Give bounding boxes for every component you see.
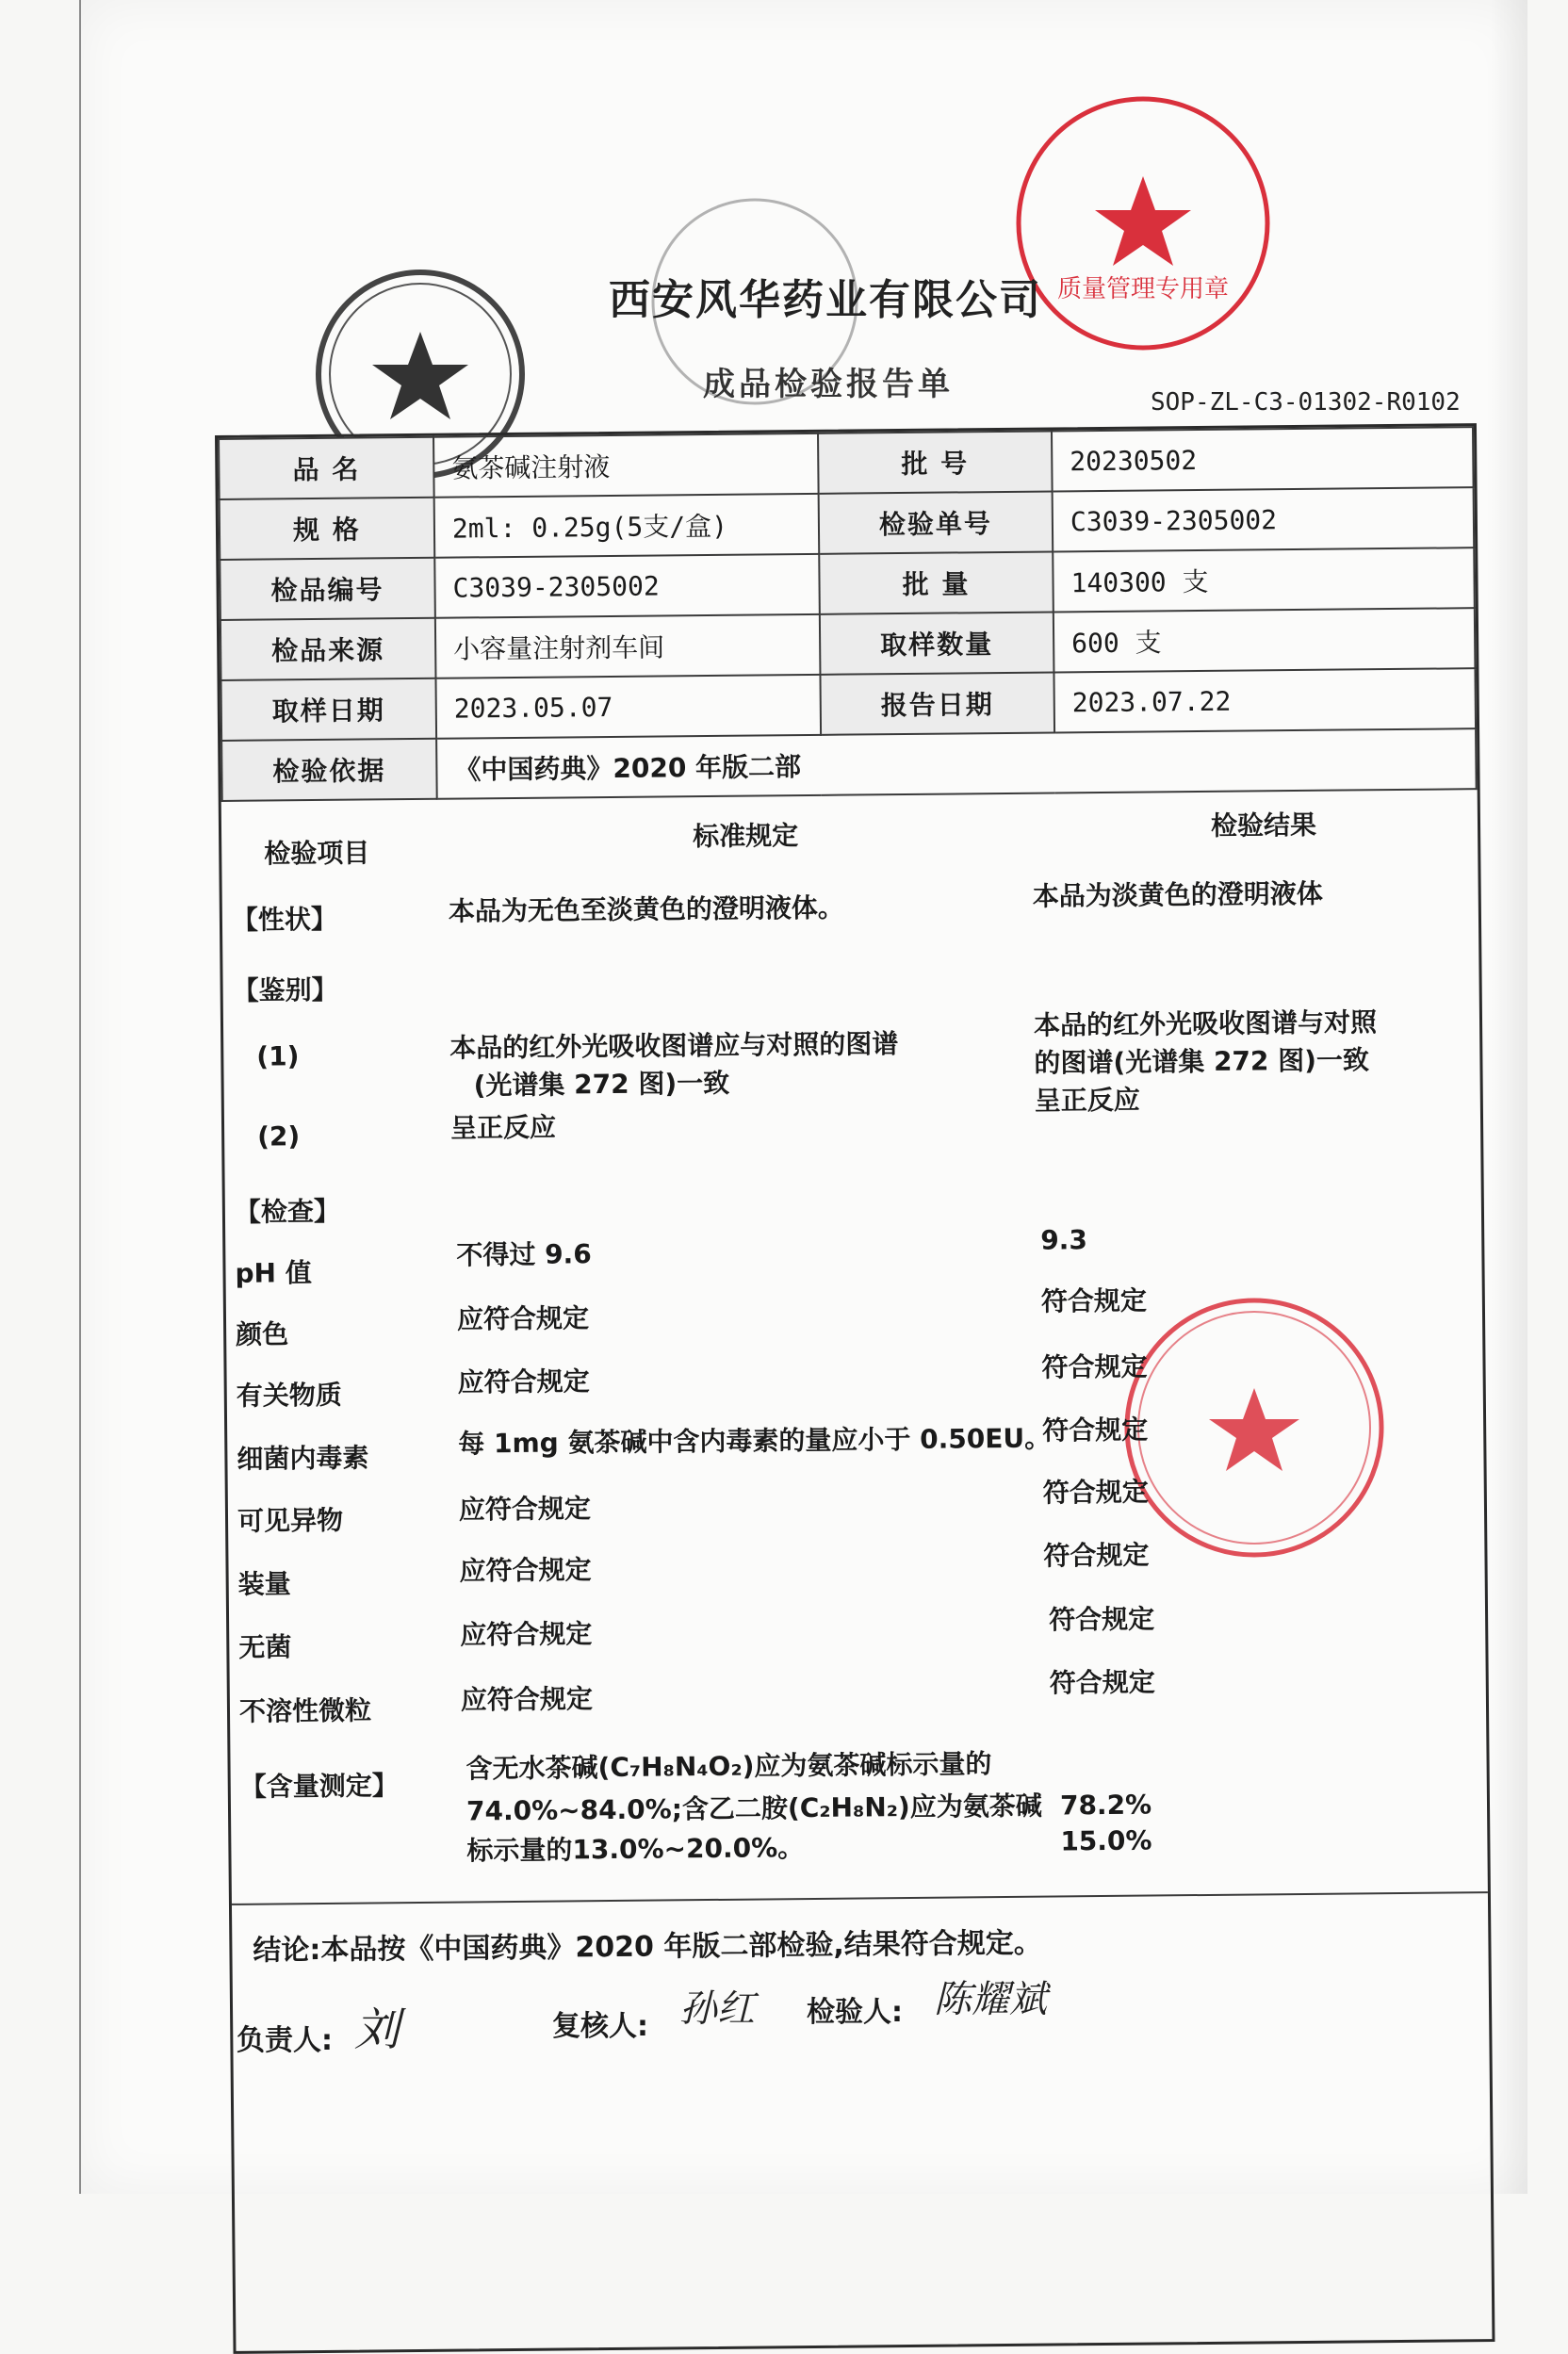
item-related: 有关物质 (236, 1379, 342, 1412)
section-tests: 【检查】 (234, 1195, 341, 1228)
conclusion-text: 结论:本品按《中国药典》2020 年版二部检验,结果符合规定。 (253, 1926, 1042, 1968)
std-assay-line3: 标示量的13.0%~20.0%。 (466, 1832, 805, 1867)
std-assay-line1: 含无水茶碱(C₇H₈N₄O₂)应为氨茶碱标示量的 (466, 1748, 992, 1785)
info-key: 检验单号 (819, 491, 1054, 553)
inspector-label: 检验人: (807, 1996, 903, 2029)
std-fill: 应符合规定 (459, 1554, 592, 1587)
info-row (221, 728, 1477, 801)
section-appearance: 【性状】 (231, 903, 338, 936)
res-particles: 符合规定 (1049, 1666, 1155, 1699)
info-value: 《中国药典》2020 年版二部 (436, 728, 1477, 799)
res-fill: 符合规定 (1043, 1539, 1150, 1572)
document-number: SOP-ZL-C3-01302-R0102 (1151, 388, 1461, 417)
info-value: 20230502 (1052, 427, 1474, 491)
inspector-signature: 陈耀斌 (934, 1978, 1047, 2021)
info-key: 批 号 (818, 431, 1053, 493)
std-id-1-line2: (光谱集 272 图)一致 (473, 1067, 730, 1102)
seal-sub-text: 质量管理专用章 (1056, 275, 1230, 303)
info-key: 批 量 (819, 551, 1054, 613)
info-key: 品 名 (219, 437, 434, 499)
item-particles: 不溶性微粒 (238, 1694, 372, 1727)
page-edge-shadow (1490, 0, 1527, 2194)
res-ph: 9.3 (1040, 1224, 1088, 1256)
info-key: 规 格 (220, 498, 435, 560)
std-color: 应符合规定 (456, 1302, 590, 1335)
res-assay-2: 15.0% (1060, 1824, 1152, 1857)
std-id-2: 呈正反应 (449, 1111, 557, 1144)
info-value: 600 支 (1054, 608, 1476, 672)
res-id-2: 呈正反应 (1034, 1084, 1140, 1117)
info-key: 检验依据 (221, 739, 437, 801)
info-value: 140300 支 (1053, 548, 1475, 612)
std-appearance: 本品为无色至淡黄色的澄明液体。 (448, 891, 845, 927)
res-related: 符合规定 (1041, 1350, 1148, 1383)
res-color: 符合规定 (1040, 1284, 1148, 1317)
quality-seal-red-top (1009, 90, 1278, 358)
res-sterile: 符合规定 (1048, 1603, 1155, 1636)
info-value: C3039-2305002 (1053, 487, 1475, 551)
item-fill: 装量 (237, 1568, 291, 1600)
std-related: 应符合规定 (457, 1365, 590, 1398)
reviewer-signature: 孙红 (679, 1987, 755, 2031)
item-id-2: (2) (256, 1120, 301, 1152)
report-page (79, 0, 1527, 2194)
std-id-1-line1: 本品的红外光吸收图谱应与对照的图谱 (449, 1028, 899, 1064)
std-endotoxin: 每 1mg 氨茶碱中含内毒素的量应小于 0.50EU。 (458, 1422, 1052, 1460)
company-name: 西安风华药业有限公司 (609, 276, 1042, 324)
item-visible: 可见异物 (237, 1504, 344, 1537)
item-sterile: 无菌 (238, 1631, 292, 1663)
info-value: 2023.05.07 (435, 675, 821, 739)
conclusion-divider (232, 1891, 1488, 1905)
col-item-header: 检验项目 (264, 837, 370, 870)
info-value: 氨茶碱注射液 (433, 433, 819, 498)
res-assay-1: 78.2% (1059, 1789, 1152, 1822)
item-endotoxin: 细菌内毒素 (237, 1442, 369, 1475)
responsible-signature: 刘 (354, 2003, 400, 2056)
report-grid (215, 423, 1494, 2354)
res-visible: 符合规定 (1042, 1476, 1149, 1509)
section-assay: 【含量测定】 (239, 1770, 399, 1803)
std-ph: 不得过 9.6 (456, 1238, 592, 1271)
std-visible: 应符合规定 (458, 1493, 592, 1526)
reviewer-label: 复核人: (552, 2010, 648, 2043)
info-key: 检品来源 (220, 618, 436, 680)
item-color: 颜色 (236, 1318, 289, 1350)
info-key: 报告日期 (820, 672, 1054, 734)
info-table (218, 426, 1478, 802)
col-standard-header: 标准规定 (692, 820, 799, 853)
info-key: 检品编号 (220, 558, 435, 620)
item-id-1: (1) (256, 1040, 300, 1072)
res-appearance: 本品为淡黄色的澄明液体 (1032, 877, 1323, 912)
res-id-1-line2: 的图谱(光谱集 272 图)一致 (1034, 1044, 1370, 1079)
info-value: 2ml: 0.25g(5支/盒) (434, 494, 820, 558)
item-ph: pH 值 (235, 1257, 312, 1289)
responsible-label: 负责人: (237, 2024, 333, 2057)
report-title: 成品检验报告单 (703, 366, 954, 403)
col-result-header: 检验结果 (1210, 809, 1317, 842)
res-endotoxin: 符合规定 (1042, 1414, 1149, 1447)
info-value: 小容量注射剂车间 (435, 614, 821, 678)
info-value: C3039-2305002 (434, 554, 820, 618)
info-key: 取样日期 (220, 678, 436, 741)
std-sterile: 应符合规定 (460, 1618, 593, 1651)
info-key: 取样数量 (820, 612, 1054, 674)
std-assay-line2: 74.0%~84.0%;含乙二胺(C₂H₈N₂)应为氨茶碱 (466, 1790, 1042, 1827)
std-particles: 应符合规定 (460, 1683, 594, 1716)
res-id-1-line1: 本品的红外光吸收图谱与对照 (1033, 1006, 1378, 1041)
section-identification: 【鉴别】 (232, 973, 338, 1006)
info-value: 2023.07.22 (1054, 668, 1476, 732)
